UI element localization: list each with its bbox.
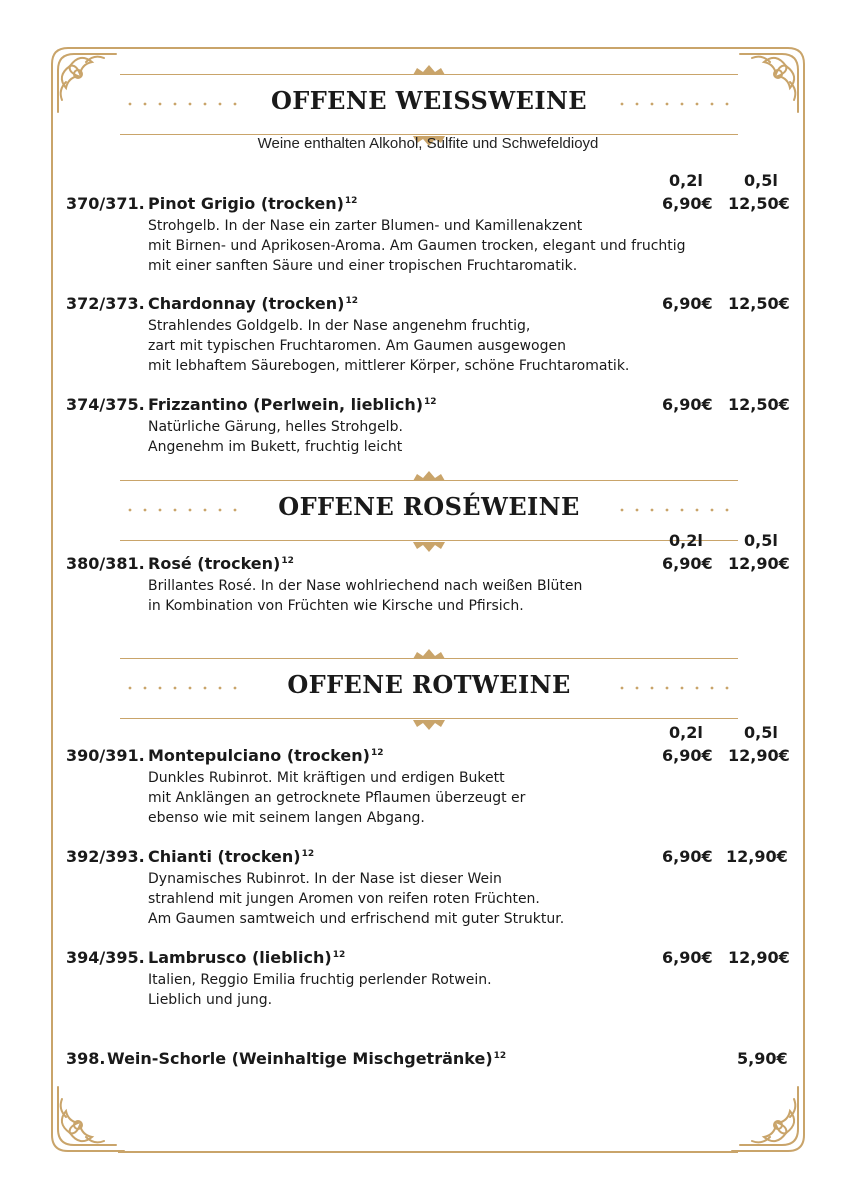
- crown-ornament-icon: [411, 470, 447, 482]
- footnote-marker: 12: [493, 1051, 507, 1061]
- price-small: 6,90€: [662, 948, 713, 967]
- item-description: Dynamisches Rubinrot. In der Nase ist dieser Wein strahlend mit jungen Aromen von reifen roten Früchten. Am Gaumen samtweich und erfrischend mit guter Struktur.: [148, 871, 565, 927]
- item-name: Lambrusco (lieblich)$^{12}$: [148, 948, 346, 967]
- footnote-marker: 12: [424, 397, 437, 407]
- item-name: Rosé (trocken)$^{12}$: [148, 554, 294, 573]
- crown-ornament-icon: [411, 648, 447, 660]
- item-description: Strahlendes Goldgelb. In der Nase angenehm fruchtig, zart mit typischen Fruchtaromen. Am Gaumen ausgewogen mit lebhaftem Säurebogen, mittlerer Körper, schöne Fruchtaromatik.: [148, 318, 630, 374]
- frame-top-line: [118, 47, 738, 49]
- menu-item: [66, 847, 788, 929]
- item-number: 398.: [66, 1049, 106, 1068]
- footnote-marker: 12: [301, 849, 315, 859]
- section-title: OFFENE WEISSWEINE: [271, 86, 587, 115]
- corner-ornament-icon: [728, 1075, 810, 1157]
- item-description: Strohgelb. In der Nase ein zarter Blumen- und Kamillenakzent mit Birnen- und Aprikosen-Aroma. Am Gaumen trocken, elegant und fruchtig mit einer sanften Säure und einer tropischen Fruchtaromatik.: [148, 218, 686, 274]
- size-header-small: 0,2l: [669, 723, 703, 742]
- item-number: 392/393.: [66, 847, 145, 866]
- menu-item: [66, 948, 788, 1010]
- price-small: 6,90€: [662, 847, 713, 866]
- menu-item: [66, 554, 788, 616]
- item-description: Dunkles Rubinrot. Mit kräftigen und erdigen Bukett mit Anklängen an getrocknete Pflaumen überzeugt er ebenso wie mit seinem langen Abgang.: [148, 770, 526, 826]
- corner-ornament-icon: [46, 42, 128, 124]
- footnote-marker: 12: [345, 296, 358, 306]
- item-description: Italien, Reggio Emilia fruchtig perlender Rotwein. Lieblich und jung.: [148, 972, 492, 1008]
- item-name: Montepulciano (trocken)$^{12}$: [148, 746, 384, 765]
- footnote-marker: 12: [344, 196, 358, 206]
- item-name: Wein-Schorle (Weinhaltige Mischgetränke)$^{12}$: [107, 1049, 507, 1068]
- crown-ornament-icon: [411, 64, 447, 76]
- price-small: 6,90€: [662, 395, 713, 414]
- price-large: 12,50€: [728, 395, 790, 414]
- size-header-small: 0,2l: [669, 531, 703, 550]
- dotted-leader: [620, 102, 730, 106]
- size-header-large: 0,5l: [744, 171, 778, 190]
- section-title: OFFENE ROSÉWEINE: [278, 492, 580, 521]
- corner-ornament-icon: [728, 42, 810, 124]
- price-large: 12,90€: [728, 554, 790, 573]
- section-title: OFFENE ROTWEINE: [287, 670, 571, 699]
- price-large: 12,90€: [726, 847, 788, 866]
- price-small: 6,90€: [662, 554, 713, 573]
- footnote-marker: 12: [332, 950, 346, 960]
- item-number: 374/375.: [66, 395, 145, 414]
- size-header-large: 0,5l: [744, 723, 778, 742]
- corner-ornament-icon: [46, 1075, 128, 1157]
- price-large: 12,50€: [728, 194, 790, 213]
- menu-item-schorle: [66, 1049, 788, 1071]
- menu-item: [66, 746, 788, 828]
- item-number: 380/381.: [66, 554, 145, 573]
- crown-ornament-icon: [411, 541, 447, 553]
- frame-left-line: [51, 118, 53, 1083]
- price: 5,90€: [737, 1049, 788, 1068]
- item-number: 372/373.: [66, 294, 145, 313]
- item-number: 370/371.: [66, 194, 145, 213]
- item-name: Frizzantino (Perlwein, lieblich)$^{12}$: [148, 395, 437, 414]
- dotted-leader: [620, 686, 730, 690]
- crown-ornament-icon: [411, 719, 447, 731]
- frame-right-line: [803, 118, 805, 1083]
- item-number: 390/391.: [66, 746, 145, 765]
- item-description: Brillantes Rosé. In der Nase wohlriechend nach weißen Blüten in Kombination von Früchten wie Kirsche und Pfirsich.: [148, 578, 583, 614]
- menu-item: [66, 294, 788, 376]
- size-header-small: 0,2l: [669, 171, 703, 190]
- frame-bottom-line: [118, 1151, 738, 1153]
- price-large: 12,90€: [728, 746, 790, 765]
- footnote-marker: 12: [370, 748, 384, 758]
- section-header-white: [120, 64, 738, 144]
- size-header-large: 0,5l: [744, 531, 778, 550]
- menu-item: [66, 194, 788, 276]
- section-header-red: [120, 648, 738, 728]
- price-small: 6,90€: [662, 746, 713, 765]
- allergen-note: Weine enthalten Alkohol, Sulfite und Schwefeldioyd: [257, 135, 599, 152]
- dotted-leader: [620, 508, 730, 512]
- menu-item: [66, 395, 788, 457]
- price-large: 12,50€: [728, 294, 790, 313]
- price-small: 6,90€: [662, 294, 713, 313]
- price-small: 6,90€: [662, 194, 713, 213]
- item-description: Natürliche Gärung, helles Strohgelb. Angenehm im Bukett, fruchtig leicht: [148, 419, 403, 455]
- footnote-marker: 12: [281, 556, 294, 566]
- price-large: 12,90€: [728, 948, 790, 967]
- item-name: Chianti (trocken)$^{12}$: [148, 847, 315, 866]
- item-name: Chardonnay (trocken)$^{12}$: [148, 294, 358, 313]
- section-header-rose: [120, 470, 738, 550]
- item-name: Pinot Grigio (trocken)$^{12}$: [148, 194, 358, 213]
- item-number: 394/395.: [66, 948, 145, 967]
